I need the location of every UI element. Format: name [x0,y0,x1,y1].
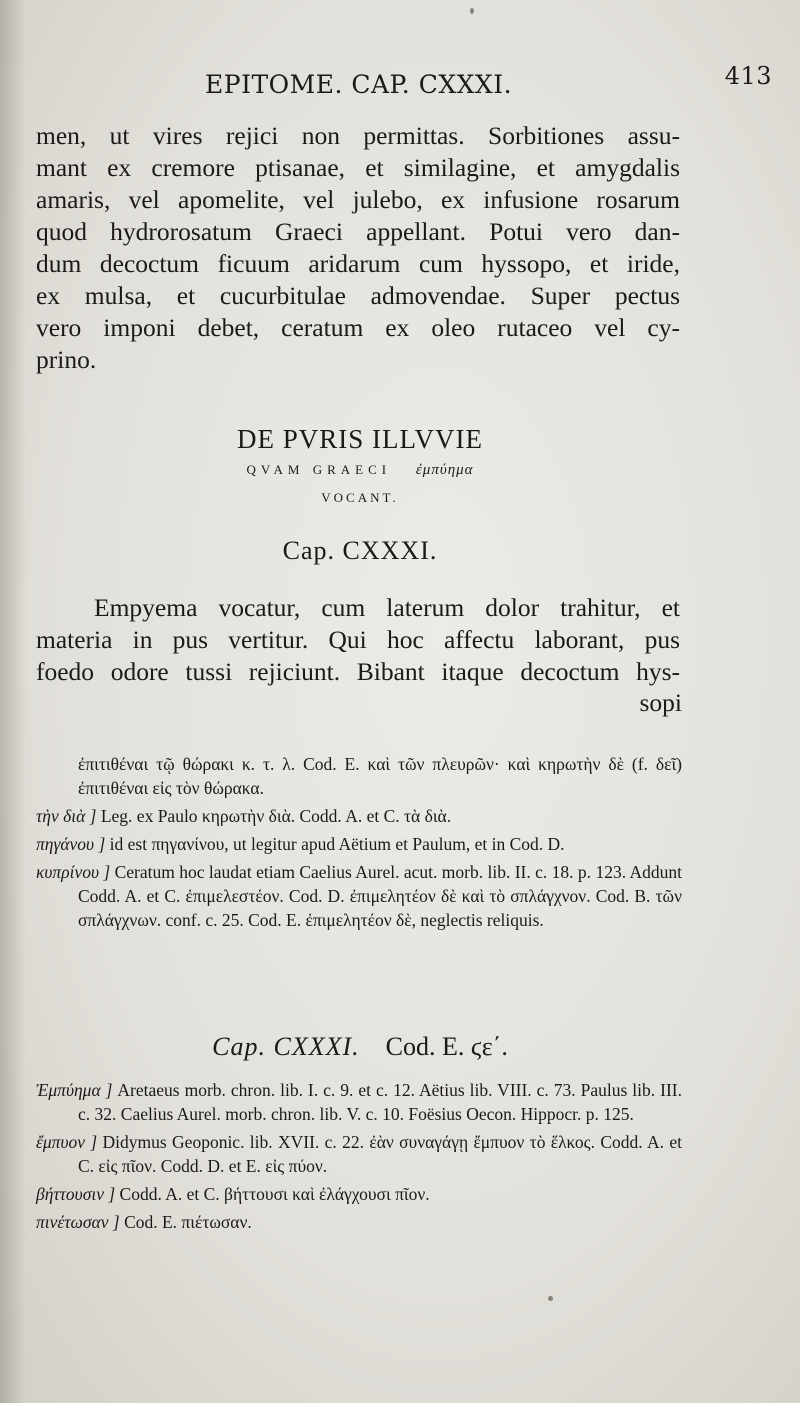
catchword: sopi [639,688,682,717]
text-line: prino. [36,345,97,374]
footnote [36,1210,682,1234]
commentary-chapter-title: Cap. CXXXI. [212,1032,360,1061]
text-line: dum decoctum ficuum aridarum cum hyssopo, et iride, [36,249,680,278]
paragraph-continued [36,120,680,376]
text-line: materia in pus vertitur. Qui hoc affectu laborant, pus [36,625,680,654]
text-line: foedo odore tussi rejiciunt. Bibant itaque decoctum hys- [36,657,680,686]
paper-speck [548,1296,553,1301]
footnote-lemma: πηγάνου ] [36,834,106,854]
section-subtitle [0,462,720,479]
text-line: Empyema vocatur, cum laterum dolor trahitur, et [94,593,680,622]
text-line: amaris, vel apomelite, vel julebo, ex infusione rosarum [36,185,680,214]
footnote [36,1182,682,1206]
footnote-text: Aretaeus morb. chron. lib. I. c. 9. et c. 12. Aëtius lib. VIII. c. 73. Paulus lib. III. c. 32. Caelius Aurel. morb. chron. lib. V. c. 10. Foësius Oecon. Hippocr. p. 125. [78,1080,682,1124]
footnote-text: Ceratum hoc laudat etiam Caelius Aurel. acut. morb. lib. II. c. 18. p. 123. Addunt Codd. A. et C. ἐπιμελεστέον. Cod. D. ἐπιμελητέον δὲ καὶ τὸ σπλάγχνον. Cod. B. τῶν σπλάγχνων. conf. c. 25. Cod. E. ἐπιμελητέον δὲ, neglectis reliquis. [78,862,682,930]
paper-speck [470,8,474,14]
footnote-lemma: βήττουσιν ] [36,1184,116,1204]
section-title: DE PVRIS ILLVVIE [236,424,483,454]
footnote [36,1078,682,1126]
text-line: mant ex cremore ptisanae, et similagine, et amygdalis [36,153,680,182]
footnote-text: Didymus Geoponic. lib. XVII. c. 22. ἐὰν συναγάγῃ ἔμπυον τὸ ἕλκος. Codd. A. et C. εἰς πῖον. Codd. D. et E. εἰς πύον. [78,1132,682,1176]
text-line: vero imponi debet, ceratum ex oleo rutaceo vel cy- [36,313,680,342]
footnote [36,804,682,828]
page-number: 413 [724,62,772,90]
chapter-heading: Cap. CXXXI. [282,536,438,565]
footnote-lemma: πινέτωσαν ] [36,1212,120,1232]
footnote-text: Cod. E. πιέτωσαν. [124,1212,252,1232]
text-line: quod hydrorosatum Graeci appellant. Potui vero dan- [36,217,680,246]
section-subtitle-2: VOCANT. [321,490,399,505]
page-header [205,60,772,100]
footnote-lemma: τὴν διὰ ] [36,806,97,826]
commentary-codex: Cod. E. ϛε΄. [385,1032,508,1061]
footnote-text: id est πηγανίνου, ut legitur apud Aëtium et Paulum, et in Cod. D. [109,834,565,854]
footnote [36,860,682,932]
footnote-text: Leg. ex Paulo κηρωτὴν διὰ. Codd. A. et C. τὰ διὰ. [100,806,452,826]
commentary-chapter-heading [0,1032,720,1062]
page-fold-shadow [0,0,26,1403]
footnote-text: ἐπιτιθέναι τῷ θώρακι κ. τ. λ. Cod. E. καὶ τῶν πλευρῶν· καὶ κηρωτὴν δὲ (f. δεῖ) ἐπιτιθέναι εἰς τὸν θώρακα. [78,754,682,798]
footnote-text: Codd. A. et C. βήττουσι καὶ ἐλάγχουσι πῖον. [119,1184,430,1204]
paragraph-empyema [36,592,680,688]
text-line: ex mulsa, et cucurbitulae admovendae. Super pectus [36,281,680,310]
section-subtitle-greek: ἐμπύημα [415,462,474,478]
footnote [36,1130,682,1178]
footnote-lemma: Ἐμπύημα ] [36,1080,113,1100]
section-subtitle-latin: QVAM GRAECI [246,462,392,477]
footnotes-greek-text [36,752,682,936]
text-line: men, ut vires rejici non permittas. Sorbitiones assu- [36,121,680,150]
footnote [36,832,682,856]
footnote-lemma: κυπρίνου ] [36,862,111,882]
footnote-lemma: ἔμπυον ] [36,1132,98,1152]
running-title: EPITOME. CAP. CXXXI. [205,70,513,99]
footnote [36,752,682,800]
footnotes-commentary [36,1078,682,1238]
